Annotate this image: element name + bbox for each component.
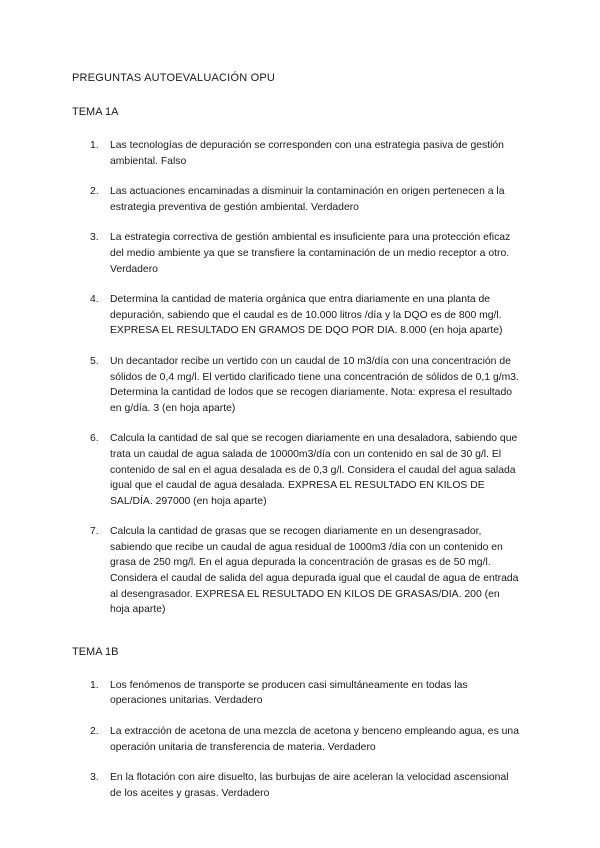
question-number: 2. [90,186,99,198]
section-tema-1b [72,646,520,802]
question-text: Calcula la cantidad de sal que se recogen diariamente en una desaladora, sabiendo que trata un caudal de agua salada de 10000m3/día con un contenido en sal de 30 g/l. El contenido de sal en el agua desalada es de 0,3 g/l. Considera el caudal del agua salada igual que el caudal de agua desalada. EXPRESA EL RESULTADO EN KILOS DE SAL/DÍA. 297000 (en hoja aparte) [110,433,518,507]
question-text: La estrategia correctiva de gestión ambiental es insuficiente para una protección eficaz del medio ambiente ya que se transfiere la contaminación de un medio receptor a otro. Verdadero [110,232,511,275]
question-text: Las actuaciones encaminadas a disminuir la contaminación en origen pertenecen a la estrategia preventiva de gestión ambiental. Verdadero [110,186,505,213]
question-item [72,524,520,618]
question-number: 3. [90,232,99,244]
question-number: 2. [90,726,99,738]
section-tema-1a [72,106,520,618]
question-text: Las tecnologías de depuración se corresponden con una estrategia pasiva de gestión ambiental. Falso [110,140,504,167]
question-number: 5. [90,355,99,367]
question-item [72,230,520,277]
question-text: Un decantador recibe un vertido con un caudal de 10 m3/día con una concentración de sólidos de 0,4 mg/l. El vertido clarificado tiene una concentración de sólidos de 0,1 g/m3. Determina la cantidad de lodos que se recogen diariamente. Nota: expresa el resultado en g/día. 3 (en hoja aparte) [110,355,519,414]
question-list [72,138,520,618]
question-number: 1. [90,140,99,151]
question-text: Determina la cantidad de materia orgánica que entra diariamente en una planta de depuración, sabiendo que el caudal es de 10.000 litros /día y la DQO es de 800 mg/l. EXPRESA EL RESULTADO EN GRAMOS DE DQO POR DIA. 8.000 (en hoja aparte) [110,294,503,337]
question-item [72,138,520,169]
question-item [72,184,520,215]
question-text: Los fenómenos de transporte se producen casi simultáneamente en todas las operaciones unitarias. Verdadero [110,679,468,707]
question-text: En la flotación con aire disuelto, las burbujas de aire aceleran la velocidad ascensional de los aceites y grasas. Verdadero [110,772,509,799]
question-item [72,431,520,509]
section-title: TEMA 1B [72,645,119,658]
question-number: 3. [90,772,99,784]
question-number: 1. [90,679,99,691]
question-number: 6. [90,433,99,445]
question-item [72,770,520,801]
question-item [72,724,520,755]
question-item [72,354,520,416]
section-title: TEMA 1A [72,106,119,118]
question-number: 7. [90,526,99,538]
question-item [72,678,520,709]
question-text: La extracción de acetona de una mezcla de acetona y benceno empleando agua, es una operación unitaria de transferencia de materia. Verdadero [110,726,519,753]
question-list [72,678,520,802]
question-text: Calcula la cantidad de grasas que se recogen diariamente en un desengrasador, sabiendo que recibe un caudal de agua residual de 1000m3 /día con un contenido en grasa de 250 mg/l. En el agua depurada la concentración de grasas es de 50 mg/l. Considera el caudal de salida del agua depurada igual que el caudal de agua de entrada al desengrasador. EXPRESA EL RESULTADO EN KILOS DE GRASAS/DIA. 200 (en hoja aparte) [110,526,519,616]
question-number: 4. [90,294,99,306]
document-title: PREGUNTAS AUTOEVALUACIÓN OPU [72,72,276,84]
question-item [72,292,520,339]
